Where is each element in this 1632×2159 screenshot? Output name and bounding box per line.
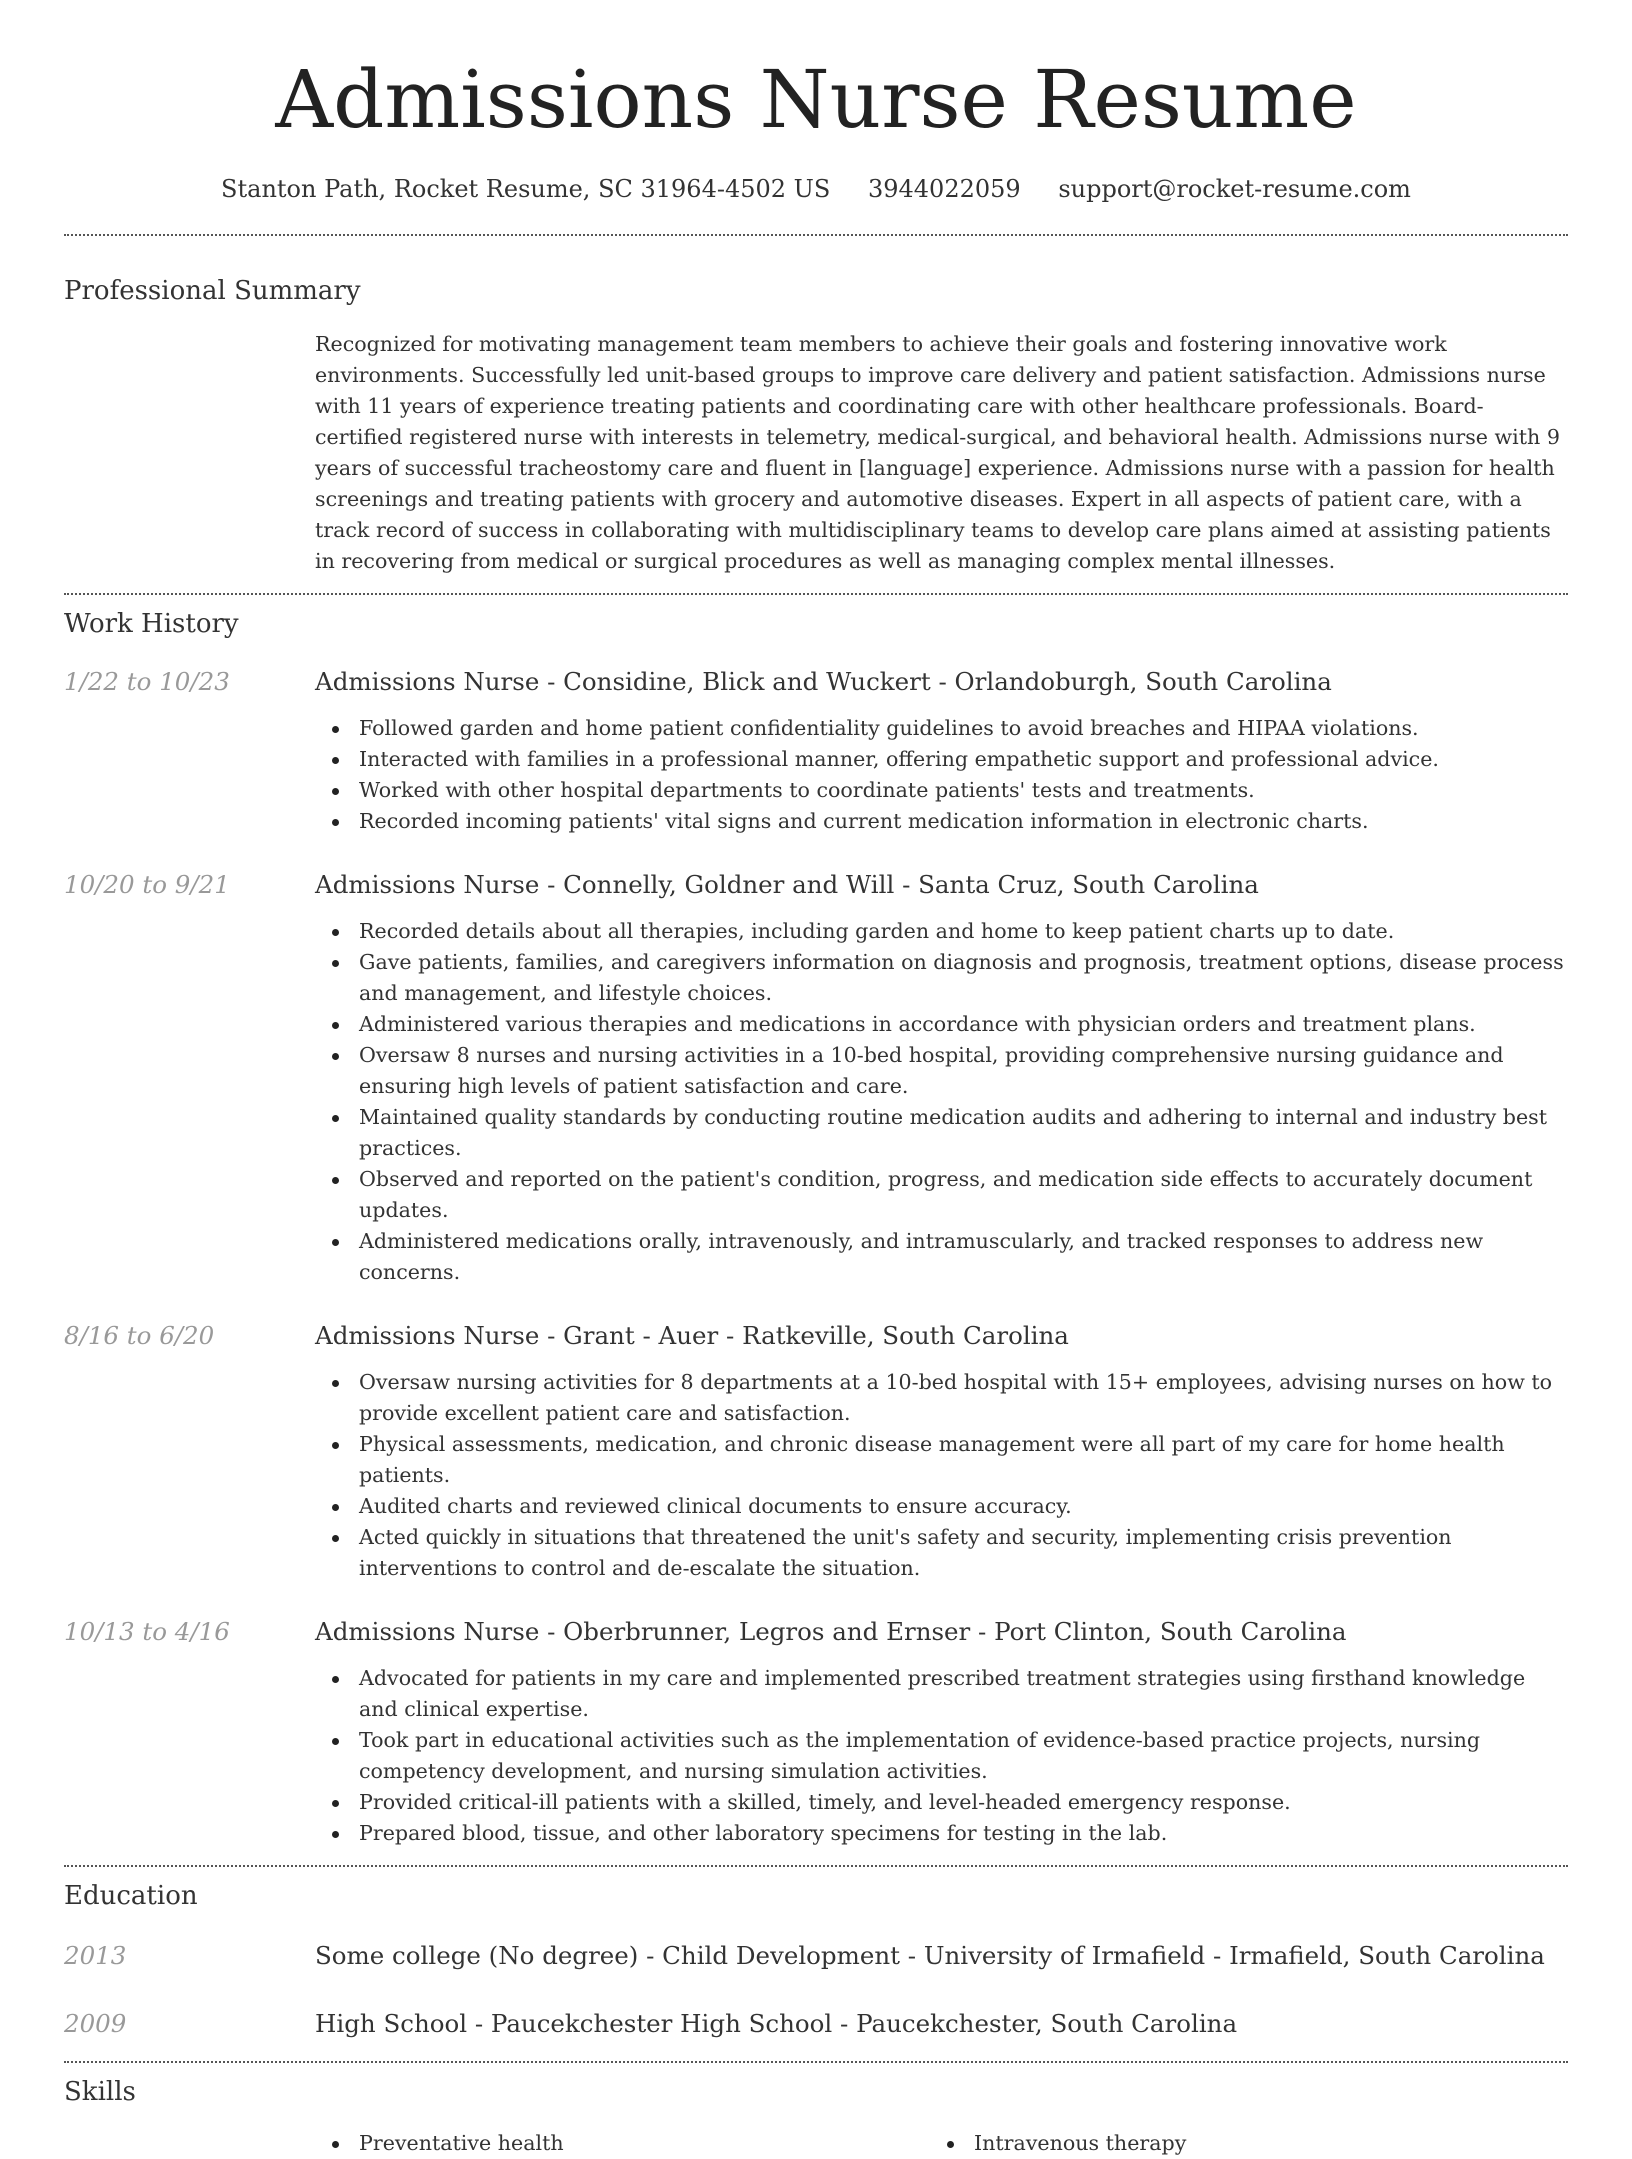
education-school: - Paucekchester High School - Paucekchester, South Carolina — [467, 2009, 1238, 2038]
education-entry — [64, 2007, 1568, 2041]
bullet-item: Interacted with families in a professional manner, offering empathetic support and professional advice. — [315, 744, 1568, 775]
skills-column-right — [930, 2128, 1545, 2159]
job-bullets — [315, 916, 1568, 1288]
skill-item: Intravenous therapy — [930, 2128, 1545, 2159]
education-entry — [64, 1939, 1568, 1973]
bullet-item: Followed garden and home patient confidentiality guidelines to avoid breaches and HIPAA violations. — [315, 713, 1568, 744]
job-dates: 8/16 to 6/20 — [64, 1321, 215, 1350]
education-school: - University of Irmafield - Irmafield, South Carolina — [899, 1941, 1545, 1970]
contact-line — [64, 172, 1568, 206]
job-entry — [64, 1319, 1568, 1584]
job-title: Admissions Nurse - Connelly, Goldner and Will - Santa Cruz, South Carolina — [315, 870, 1259, 899]
education-title — [315, 1939, 1545, 1973]
job-entry — [64, 1615, 1568, 1849]
section-title-education: Education — [64, 1881, 198, 1911]
resume-page — [64, 0, 1568, 2159]
resume-title: Admissions Nurse Resume — [275, 53, 1357, 146]
divider — [64, 593, 1568, 595]
bullet-item: Took part in educational activities such as the implementation of evidence-based practice projects, nursing competency development, and nursing simulation activities. — [315, 1725, 1568, 1787]
divider — [64, 2061, 1568, 2063]
bullet-item: Gave patients, families, and caregivers information on diagnosis and prognosis, treatment options, disease process and management, and lifestyle choices. — [315, 947, 1568, 1009]
job-entry — [64, 665, 1568, 837]
bullet-item: Advocated for patients in my care and implemented prescribed treatment strategies using firsthand knowledge and clinical expertise. — [315, 1663, 1568, 1725]
bullet-item: Prepared blood, tissue, and other laboratory specimens for testing in the lab. — [315, 1818, 1568, 1849]
bullet-item: Oversaw nursing activities for 8 departments at a 10-bed hospital with 15+ employees, advising nurses on how to provide excellent patient care and satisfaction. — [315, 1367, 1568, 1429]
skills-list — [315, 2128, 1568, 2159]
education-year: 2013 — [64, 1941, 127, 1970]
education-year: 2009 — [64, 2009, 127, 2038]
bullet-item: Maintained quality standards by conducting routine medication audits and adhering to internal and industry best practices. — [315, 1102, 1568, 1164]
section-title-work: Work History — [64, 609, 239, 639]
education-degree: High School — [315, 2009, 468, 2038]
job-title: Admissions Nurse - Oberbrunner, Legros and Ernser - Port Clinton, South Carolina — [315, 1617, 1347, 1646]
contact-address: Stanton Path, Rocket Resume, SC 31964-4502 US — [221, 175, 831, 203]
bullet-item: Administered medications orally, intravenously, and intramuscularly, and tracked responses to address new concerns. — [315, 1226, 1568, 1288]
bullet-item: Provided critical-ill patients with a skilled, timely, and level-headed emergency response. — [315, 1787, 1568, 1818]
education-degree: Some college (No degree) - Child Development — [315, 1941, 900, 1970]
skill-item: Preventative health — [315, 2128, 930, 2159]
contact-phone: 3944022059 — [867, 175, 1021, 203]
bullet-item: Recorded details about all therapies, including garden and home to keep patient charts up to date. — [315, 916, 1568, 947]
section-title-skills: Skills — [64, 2077, 136, 2107]
job-dates: 10/20 to 9/21 — [64, 870, 230, 899]
skills-column-left — [315, 2128, 930, 2159]
section-title-summary: Professional Summary — [64, 276, 361, 306]
job-bullets — [315, 1663, 1568, 1849]
job-dates: 10/13 to 4/16 — [64, 1617, 230, 1646]
job-bullets — [315, 713, 1568, 837]
bullet-item: Oversaw 8 nurses and nursing activities in a 10-bed hospital, providing comprehensive nursing guidance and ensuring high levels of patient satisfaction and care. — [315, 1040, 1568, 1102]
contact-email[interactable]: support@rocket-resume.com — [1058, 175, 1411, 203]
bullet-item: Physical assessments, medication, and chronic disease management were all part of my care for home health patients. — [315, 1429, 1568, 1491]
divider — [64, 234, 1568, 236]
bullet-item: Worked with other hospital departments to coordinate patients' tests and treatments. — [315, 775, 1568, 806]
bullet-item: Audited charts and reviewed clinical documents to ensure accuracy. — [315, 1491, 1568, 1522]
bullet-item: Administered various therapies and medications in accordance with physician orders and treatment plans. — [315, 1009, 1568, 1040]
job-dates: 1/22 to 10/23 — [64, 667, 230, 696]
bullet-item: Observed and reported on the patient's condition, progress, and medication side effects to accurately document updates. — [315, 1164, 1568, 1226]
bullet-item: Recorded incoming patients' vital signs and current medication information in electronic charts. — [315, 806, 1568, 837]
summary-text: Recognized for motivating management team members to achieve their goals and fostering innovative work environments. Successfully led unit-based groups to improve care delivery and patient satisfaction. Admissions nurse with 11 years of experience treating patients and coordinating care with other healthcare professionals. Board-certified registered nurse with interests in telemetry, medical-surgical, and behavioral health. Admissions nurse with 9 years of successful tracheostomy care and fluent in [language] experience. Admissions nurse with a passion for health screenings and treating patients with grocery and automotive diseases. Expert in all aspects of patient care, with a track record of success in collaborating with multidisciplinary teams to develop care plans aimed at assisting patients in recovering from medical or surgical procedures as well as managing complex mental illnesses. — [315, 332, 1560, 573]
divider — [64, 1865, 1568, 1867]
job-title: Admissions Nurse - Grant - Auer - Ratkeville, South Carolina — [315, 1321, 1069, 1350]
bullet-item: Acted quickly in situations that threatened the unit's safety and security, implementing crisis prevention interventions to control and de-escalate the situation. — [315, 1522, 1568, 1584]
job-title: Admissions Nurse - Considine, Blick and Wuckert - Orlandoburgh, South Carolina — [315, 667, 1332, 696]
education-title — [315, 2007, 1237, 2041]
job-bullets — [315, 1367, 1568, 1584]
job-entry — [64, 868, 1568, 1288]
